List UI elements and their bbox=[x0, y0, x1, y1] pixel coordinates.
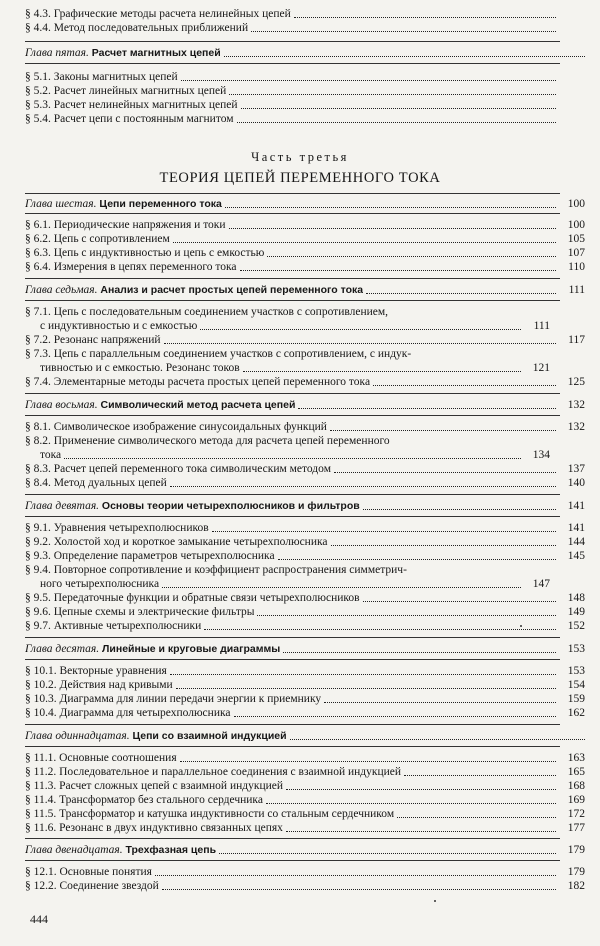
leader-dots bbox=[290, 738, 585, 740]
chapter-title: Цепи со взаимной индукцией bbox=[132, 730, 287, 742]
divider bbox=[25, 415, 560, 416]
toc-entry[interactable] bbox=[25, 679, 585, 691]
leader-dots bbox=[229, 227, 556, 229]
entry-page: 111 bbox=[568, 284, 585, 296]
leader-dots bbox=[330, 429, 556, 431]
toc-entry[interactable] bbox=[25, 22, 585, 34]
chapter-label: Глава пятая. bbox=[25, 47, 89, 59]
toc-entry-continuation[interactable] bbox=[40, 578, 550, 590]
entry-title: § 7.2. Резонанс напряжений bbox=[25, 334, 161, 346]
divider bbox=[25, 724, 560, 725]
toc-entry[interactable] bbox=[25, 880, 585, 892]
entry-title: § 7.3. Цепь с параллельным соединением участков с сопротивлением, с индук- bbox=[25, 348, 412, 360]
leader-dots bbox=[229, 93, 556, 95]
chapter-heading[interactable] bbox=[25, 500, 585, 512]
toc-entry[interactable] bbox=[25, 85, 585, 97]
entry-page: 100 bbox=[567, 219, 585, 231]
entry-page: 148 bbox=[567, 592, 585, 604]
entry-page: 147 bbox=[532, 578, 550, 590]
chapter-heading[interactable] bbox=[25, 844, 585, 856]
divider bbox=[25, 300, 560, 301]
toc-entry[interactable] bbox=[25, 620, 585, 632]
leader-dots bbox=[331, 544, 556, 546]
entry-page: 107 bbox=[567, 247, 585, 259]
leader-dots bbox=[176, 687, 556, 689]
entry-page: 111 bbox=[533, 320, 550, 332]
leader-dots bbox=[162, 586, 521, 588]
chapter-heading[interactable] bbox=[25, 730, 585, 742]
divider bbox=[25, 659, 560, 660]
toc-entry[interactable] bbox=[25, 306, 585, 318]
entry-title: § 11.5. Трансформатор и катушка индуктивности со стальным сердечником bbox=[25, 808, 395, 820]
toc-entry[interactable] bbox=[25, 536, 585, 548]
toc-entry[interactable] bbox=[25, 808, 585, 820]
chapter-label: Глава двенадцатая. bbox=[25, 844, 123, 856]
leader-dots bbox=[278, 558, 556, 560]
entry-title: § 7.4. Элементарные методы расчета простых цепей переменного тока bbox=[25, 376, 371, 388]
leader-dots bbox=[173, 241, 556, 243]
entry-title: § 6.1. Периодические напряжения и токи bbox=[25, 219, 226, 231]
entry-page: 144 bbox=[567, 536, 585, 548]
entry-page: 159 bbox=[567, 693, 585, 705]
toc-entry[interactable] bbox=[25, 219, 585, 231]
toc-entry[interactable] bbox=[25, 564, 585, 576]
divider bbox=[25, 393, 560, 394]
toc-entry[interactable] bbox=[25, 247, 585, 259]
leader-dots bbox=[241, 107, 556, 109]
leader-dots bbox=[181, 79, 556, 81]
entry-title: § 8.4. Метод дуальных цепей bbox=[25, 477, 167, 489]
entry-title: § 11.4. Трансформатор без стального сердечника bbox=[25, 794, 263, 806]
leader-dots bbox=[397, 816, 556, 818]
entry-title: § 9.1. Уравнения четырехполюсников bbox=[25, 522, 209, 534]
leader-dots bbox=[373, 384, 556, 386]
leader-dots bbox=[225, 206, 556, 208]
page-number: 444 bbox=[30, 912, 48, 926]
entry-page: 165 bbox=[567, 766, 585, 778]
chapter-label: Глава шестая. bbox=[25, 198, 97, 210]
entry-title: § 5.4. Расчет цепи с постоянным магнитом bbox=[25, 113, 234, 125]
entry-title: § 8.3. Расчет цепей переменного тока символическим методом bbox=[25, 463, 331, 475]
leader-dots bbox=[267, 255, 556, 257]
entry-page: 132 bbox=[567, 399, 585, 411]
entry-title: § 4.4. Метод последовательных приближений bbox=[25, 22, 249, 34]
chapter-title: Трехфазная цепь bbox=[125, 844, 217, 856]
leader-dots bbox=[363, 508, 556, 510]
leader-dots bbox=[251, 30, 556, 32]
divider bbox=[25, 63, 560, 64]
entry-page: 140 bbox=[567, 477, 585, 489]
chapter-heading[interactable] bbox=[25, 198, 585, 210]
entry-page: 100 bbox=[567, 198, 585, 210]
divider bbox=[25, 41, 560, 42]
entry-title: § 5.3. Расчет нелинейных магнитных цепей bbox=[25, 99, 238, 111]
entry-page: 152 bbox=[567, 620, 585, 632]
divider bbox=[25, 494, 560, 495]
print-speck bbox=[434, 900, 436, 902]
leader-dots bbox=[243, 370, 521, 372]
leader-dots bbox=[294, 16, 556, 18]
chapter-heading[interactable] bbox=[25, 284, 585, 296]
chapter-title: Линейные и круговые диаграммы bbox=[102, 643, 281, 655]
divider bbox=[25, 516, 560, 517]
leader-dots bbox=[334, 471, 556, 473]
entry-title: § 5.1. Законы магнитных цепей bbox=[25, 71, 178, 83]
leader-dots bbox=[366, 292, 556, 294]
toc-entry[interactable] bbox=[25, 261, 585, 273]
entry-title: § 6.2. Цепь с сопротивлением bbox=[25, 233, 170, 245]
entry-title: § 9.7. Активные четырехполюсники bbox=[25, 620, 202, 632]
entry-title: § 11.3. Расчет сложных цепей с взаимной индукцией bbox=[25, 780, 284, 792]
entry-page: 141 bbox=[567, 500, 585, 512]
entry-page: 179 bbox=[567, 844, 585, 856]
chapter-label: Глава девятая. bbox=[25, 500, 100, 512]
divider bbox=[25, 278, 560, 279]
toc-entry[interactable] bbox=[25, 752, 585, 764]
entry-title: § 8.1. Символическое изображение синусоидальных функций bbox=[25, 421, 327, 433]
chapter-title: Символический метод расчета цепей bbox=[100, 399, 296, 411]
entry-page: 168 bbox=[567, 780, 585, 792]
entry-page: 182 bbox=[567, 880, 585, 892]
entry-title-cont: тока bbox=[40, 449, 62, 461]
entry-page: 154 bbox=[567, 679, 585, 691]
chapter-title: Расчет магнитных цепей bbox=[91, 47, 221, 59]
leader-dots bbox=[170, 485, 556, 487]
toc-entry[interactable] bbox=[25, 233, 585, 245]
chapter-label: Глава десятая. bbox=[25, 643, 100, 655]
toc-entry[interactable] bbox=[25, 463, 585, 475]
divider bbox=[25, 746, 560, 747]
entry-page: 121 bbox=[532, 362, 550, 374]
toc-entry[interactable] bbox=[25, 766, 585, 778]
divider bbox=[25, 838, 560, 839]
entry-page: 145 bbox=[567, 550, 585, 562]
entry-page: 137 bbox=[567, 463, 585, 475]
entry-page: 125 bbox=[567, 376, 585, 388]
leader-dots bbox=[224, 55, 585, 57]
leader-dots bbox=[237, 121, 556, 123]
toc-entry[interactable] bbox=[25, 99, 585, 111]
chapter-label: Глава восьмая. bbox=[25, 399, 98, 411]
entry-title: § 10.4. Диаграмма для четырехполюсника bbox=[25, 707, 231, 719]
toc-entry[interactable] bbox=[25, 348, 585, 360]
chapter-label: Глава одиннадцатая. bbox=[25, 730, 130, 742]
divider bbox=[25, 193, 560, 194]
leader-dots bbox=[266, 802, 556, 804]
toc-entry[interactable] bbox=[25, 376, 585, 388]
entry-page: 141 bbox=[567, 522, 585, 534]
entry-page: 163 bbox=[567, 752, 585, 764]
toc-entry[interactable] bbox=[25, 693, 585, 705]
chapter-title: Цепи переменного тока bbox=[99, 198, 222, 210]
leader-dots bbox=[234, 715, 557, 717]
toc-entry[interactable] bbox=[25, 71, 585, 83]
entry-page: 177 bbox=[567, 822, 585, 834]
leader-dots bbox=[64, 457, 521, 459]
toc-entry-continuation[interactable] bbox=[40, 362, 550, 374]
toc-entry[interactable] bbox=[25, 113, 585, 125]
toc-entry[interactable] bbox=[25, 435, 585, 447]
leader-dots bbox=[257, 614, 556, 616]
entry-title-cont: тивностью и с емкостью. Резонанс токов bbox=[40, 362, 240, 374]
toc-entry-continuation[interactable] bbox=[40, 320, 550, 332]
print-speck bbox=[520, 625, 522, 627]
entry-title: § 8.2. Применение символического метода для расчета цепей переменного bbox=[25, 435, 390, 447]
leader-dots bbox=[286, 788, 556, 790]
chapter-heading[interactable] bbox=[25, 47, 585, 59]
leader-dots bbox=[363, 600, 556, 602]
entry-page: 179 bbox=[567, 866, 585, 878]
entry-page: 169 bbox=[567, 794, 585, 806]
leader-dots bbox=[286, 830, 556, 832]
divider bbox=[25, 860, 560, 861]
toc-entry[interactable] bbox=[25, 522, 585, 534]
toc-entry-continuation[interactable] bbox=[40, 449, 550, 461]
entry-page: 117 bbox=[568, 334, 585, 346]
part-title: ТЕОРИЯ ЦЕПЕЙ ПЕРЕМЕННОГО ТОКА bbox=[159, 170, 441, 186]
entry-page: 172 bbox=[567, 808, 585, 820]
toc-entry[interactable] bbox=[25, 606, 585, 618]
leader-dots bbox=[170, 673, 556, 675]
divider bbox=[25, 213, 560, 214]
chapter-title: Основы теории четырехполюсников и фильтров bbox=[101, 500, 360, 512]
entry-title: § 4.3. Графические методы расчета нелинейных цепей bbox=[25, 8, 291, 20]
entry-page: 149 bbox=[567, 606, 585, 618]
entry-title: § 11.2. Последовательное и параллельное соединения с взаимной индукцией bbox=[25, 766, 402, 778]
toc-entry[interactable] bbox=[25, 421, 585, 433]
entry-title: § 10.2. Действия над кривыми bbox=[25, 679, 173, 691]
leader-dots bbox=[180, 760, 556, 762]
entry-page: 110 bbox=[568, 261, 585, 273]
entry-title: § 6.3. Цепь с индуктивностью и цепь с емкостью bbox=[25, 247, 265, 259]
entry-page: 105 bbox=[567, 233, 585, 245]
entry-page: 162 bbox=[567, 707, 585, 719]
entry-page: 153 bbox=[567, 643, 585, 655]
entry-title: § 10.3. Диаграмма для линии передачи энергии к приемнику bbox=[25, 693, 322, 705]
entry-page: 134 bbox=[532, 449, 550, 461]
entry-title: § 12.1. Основные понятия bbox=[25, 866, 152, 878]
entry-title: § 9.4. Повторное сопротивление и коэффициент распространения симметрич- bbox=[25, 564, 407, 576]
entry-title: § 9.6. Цепные схемы и электрические фильтры bbox=[25, 606, 255, 618]
leader-dots bbox=[164, 342, 556, 344]
leader-dots bbox=[204, 628, 556, 630]
toc-entry[interactable] bbox=[25, 866, 585, 878]
entry-title: § 7.1. Цепь с последовательным соединением участков с сопротивлением, bbox=[25, 306, 389, 318]
leader-dots bbox=[212, 530, 556, 532]
entry-page: 153 bbox=[567, 665, 585, 677]
entry-title: § 9.5. Передаточные функции и обратные связи четырехполюсников bbox=[25, 592, 360, 604]
chapter-heading[interactable] bbox=[25, 399, 585, 411]
entry-title: § 9.2. Холостой ход и короткое замыкание четырехполюсника bbox=[25, 536, 328, 548]
chapter-label: Глава седьмая. bbox=[25, 284, 98, 296]
toc-entry[interactable] bbox=[25, 707, 585, 719]
leader-dots bbox=[155, 874, 556, 876]
toc-entry[interactable] bbox=[25, 794, 585, 806]
toc-entry[interactable] bbox=[25, 592, 585, 604]
entry-title: § 11.6. Резонанс в двух индуктивно связанных цепях bbox=[25, 822, 283, 834]
toc-entry[interactable] bbox=[25, 550, 585, 562]
part-label: Часть третья bbox=[251, 150, 349, 164]
leader-dots bbox=[324, 701, 556, 703]
entry-page: 132 bbox=[567, 421, 585, 433]
leader-dots bbox=[404, 774, 556, 776]
leader-dots bbox=[298, 407, 556, 409]
entry-title: § 12.2. Соединение звездой bbox=[25, 880, 159, 892]
leader-dots bbox=[200, 328, 521, 330]
chapter-heading[interactable] bbox=[25, 643, 585, 655]
entry-title: § 11.1. Основные соотношения bbox=[25, 752, 177, 764]
divider bbox=[25, 637, 560, 638]
entry-title-cont: с индуктивностью и с емкостью bbox=[40, 320, 198, 332]
entry-title: § 10.1. Векторные уравнения bbox=[25, 665, 167, 677]
toc-entry[interactable] bbox=[25, 8, 585, 20]
leader-dots bbox=[219, 852, 556, 854]
entry-title: § 6.4. Измерения в цепях переменного тока bbox=[25, 261, 237, 273]
leader-dots bbox=[283, 651, 556, 653]
toc-entry[interactable] bbox=[25, 780, 585, 792]
entry-title-cont: ного четырехполюсника bbox=[40, 578, 160, 590]
chapter-title: Анализ и расчет простых цепей переменного тока bbox=[100, 284, 364, 296]
toc-entry[interactable] bbox=[25, 477, 585, 489]
leader-dots bbox=[240, 269, 556, 271]
toc-entry[interactable] bbox=[25, 665, 585, 677]
entry-title: § 5.2. Расчет линейных магнитных цепей bbox=[25, 85, 227, 97]
entry-title: § 9.3. Определение параметров четырехполюсника bbox=[25, 550, 275, 562]
toc-entry[interactable] bbox=[25, 334, 585, 346]
leader-dots bbox=[162, 888, 556, 890]
toc-entry[interactable] bbox=[25, 822, 585, 834]
